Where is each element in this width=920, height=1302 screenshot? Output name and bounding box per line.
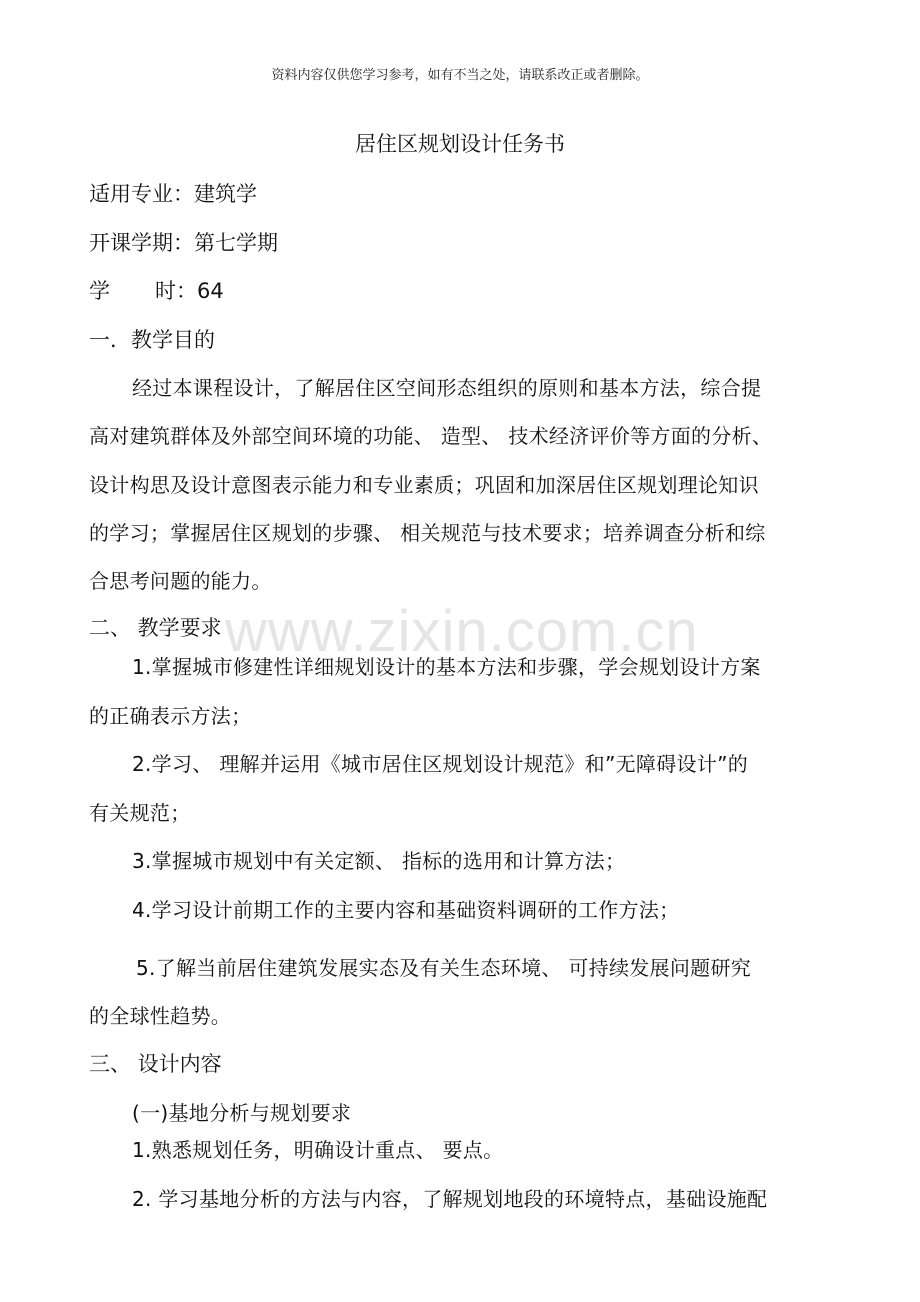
list-item-line: 3.掌握城市规划中有关定额、 指标的选用和计算方法； bbox=[132, 849, 626, 873]
disclaimer-header: 资料内容仅供您学习参考，如有不当之处，请联系改正或者删除。 bbox=[271, 68, 649, 83]
list-item-line: 1.掌握城市修建性详细规划设计的基本方法和步骤，学会规划设计方案 bbox=[132, 655, 761, 679]
list-item-line: 4.学习设计前期工作的主要内容和基础资料调研的工作方法； bbox=[132, 898, 680, 922]
list-item-line: 2.学习、 理解并运用《城市居住区规划设计规范》和”无障碍设计”的 bbox=[132, 752, 749, 776]
paragraph-line: 的学习；掌握居住区规划的步骤、 相关规范与技术要求；培养调查分析和综 bbox=[89, 521, 766, 545]
paragraph-line: 设计构思及设计意图表示能力和专业素质；巩固和加深居住区规划理论知识 bbox=[89, 473, 759, 497]
paragraph-line: 经过本课程设计，了解居住区空间形态组织的原则和基本方法，综合提 bbox=[132, 376, 762, 400]
list-item-line: 2. 学习基地分析的方法与内容，了解规划地段的环境特点，基础设施配 bbox=[132, 1187, 768, 1211]
watermark: www.zixin.com.cn bbox=[225, 599, 699, 664]
list-item-line: 5.了解当前居住建筑发展实态及有关生态环境、 可持续发展问题研究 bbox=[136, 956, 752, 980]
document-title: 居住区规划设计任务书 bbox=[355, 132, 565, 156]
list-item-line: 的正确表示方法； bbox=[89, 704, 252, 728]
list-item-line: 有关规范； bbox=[89, 801, 191, 825]
course-hours-label: 学 bbox=[89, 279, 110, 303]
list-item-line: 1.熟悉规划任务，明确设计重点、 要点。 bbox=[132, 1138, 504, 1162]
applicable-major: 适用专业：建筑学 bbox=[89, 182, 257, 206]
course-hours-value: 时：64 bbox=[155, 279, 224, 303]
section-heading-teaching-purpose: 一．教学目的 bbox=[89, 328, 215, 352]
section-heading-design-content: 三、 设计内容 bbox=[89, 1052, 222, 1076]
section-heading-teaching-requirements: 二、 教学要求 bbox=[89, 616, 222, 640]
paragraph-line: 高对建筑群体及外部空间环境的功能、 造型、 技术经济评价等方面的分析、 bbox=[89, 424, 773, 448]
course-semester: 开课学期：第七学期 bbox=[89, 231, 278, 255]
subsection-heading: (一)基地分析与规划要求 bbox=[132, 1101, 352, 1125]
paragraph-line: 合思考问题的能力。 bbox=[89, 569, 272, 593]
list-item-line: 的全球性趋势。 bbox=[89, 1004, 232, 1028]
